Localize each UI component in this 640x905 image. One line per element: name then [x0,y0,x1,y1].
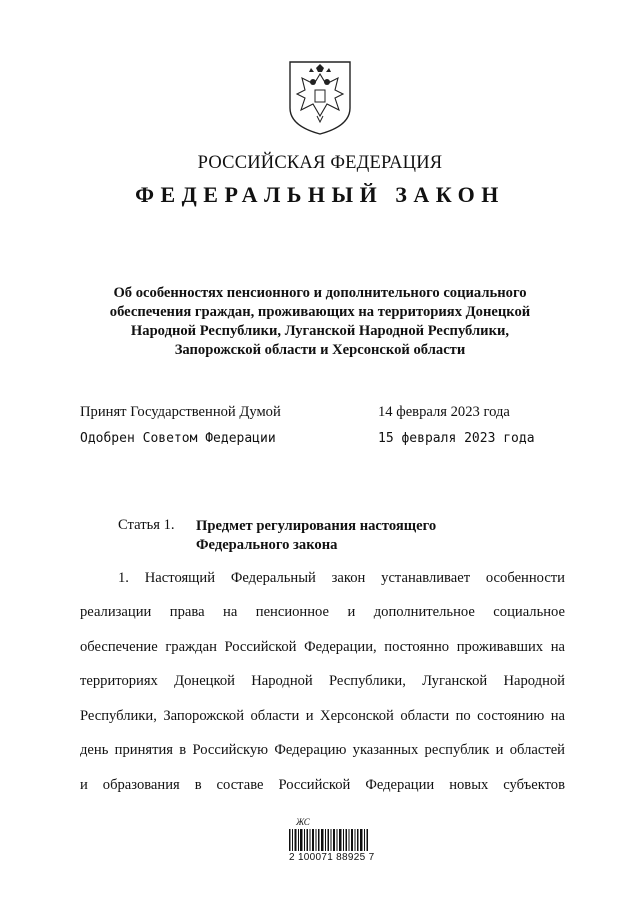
law-title-line: Народной Республики, Луганской Народной Республики, [130,323,510,339]
approval-label: Одобрен Советом Федерации [80,431,276,446]
body-text-line: и образования в составе Российской Федерации новых субъектов [80,777,565,793]
article-title [196,517,436,555]
country-heading: РОССИЙСКАЯ ФЕДЕРАЦИЯ [197,153,443,173]
law-title-line: Запорожской области и Херсонской области [174,342,466,358]
document-type-heading: ФЕДЕРАЛЬНЫЙ ЗАКОН [135,182,505,207]
article-label: Статья 1. [118,517,175,533]
law-title [80,284,560,360]
body-text-line: территориях Донецкой Народной Республики, Луганской Народной [80,673,565,689]
approval-date: 15 февраля 2023 года [378,431,535,446]
barcode-number: 2 100071 88925 7 [289,852,375,863]
body-text-line: Республики, Запорожской области и Херсонской области по состоянию на [80,708,565,724]
body-text-line: обеспечение граждан Российской Федерации, постоянно проживавших на [80,639,565,655]
law-title-line: обеспечения граждан, проживающих на территориях Донецкой [109,304,531,320]
approval-date: 14 февраля 2023 года [378,404,510,420]
barcode-image [289,829,369,851]
barcode-mark: ЖС [296,817,310,827]
approval-label: Принят Государственной Думой [80,404,281,420]
law-title-line: Об особенностях пенсионного и дополнительного социального [113,285,527,301]
article-title-line: Предмет регулирования настоящего [196,518,437,534]
body-text-line: 1. Настоящий Федеральный закон устанавливает особенности [118,570,565,586]
coat-of-arms-emblem [287,60,353,136]
body-text-line: реализации права на пенсионное и дополнительное социальное [80,604,565,620]
body-text-line: день принятия в Российскую Федерацию указанных республик и областей [80,742,565,758]
article-title-line: Федерального закона [196,537,338,553]
